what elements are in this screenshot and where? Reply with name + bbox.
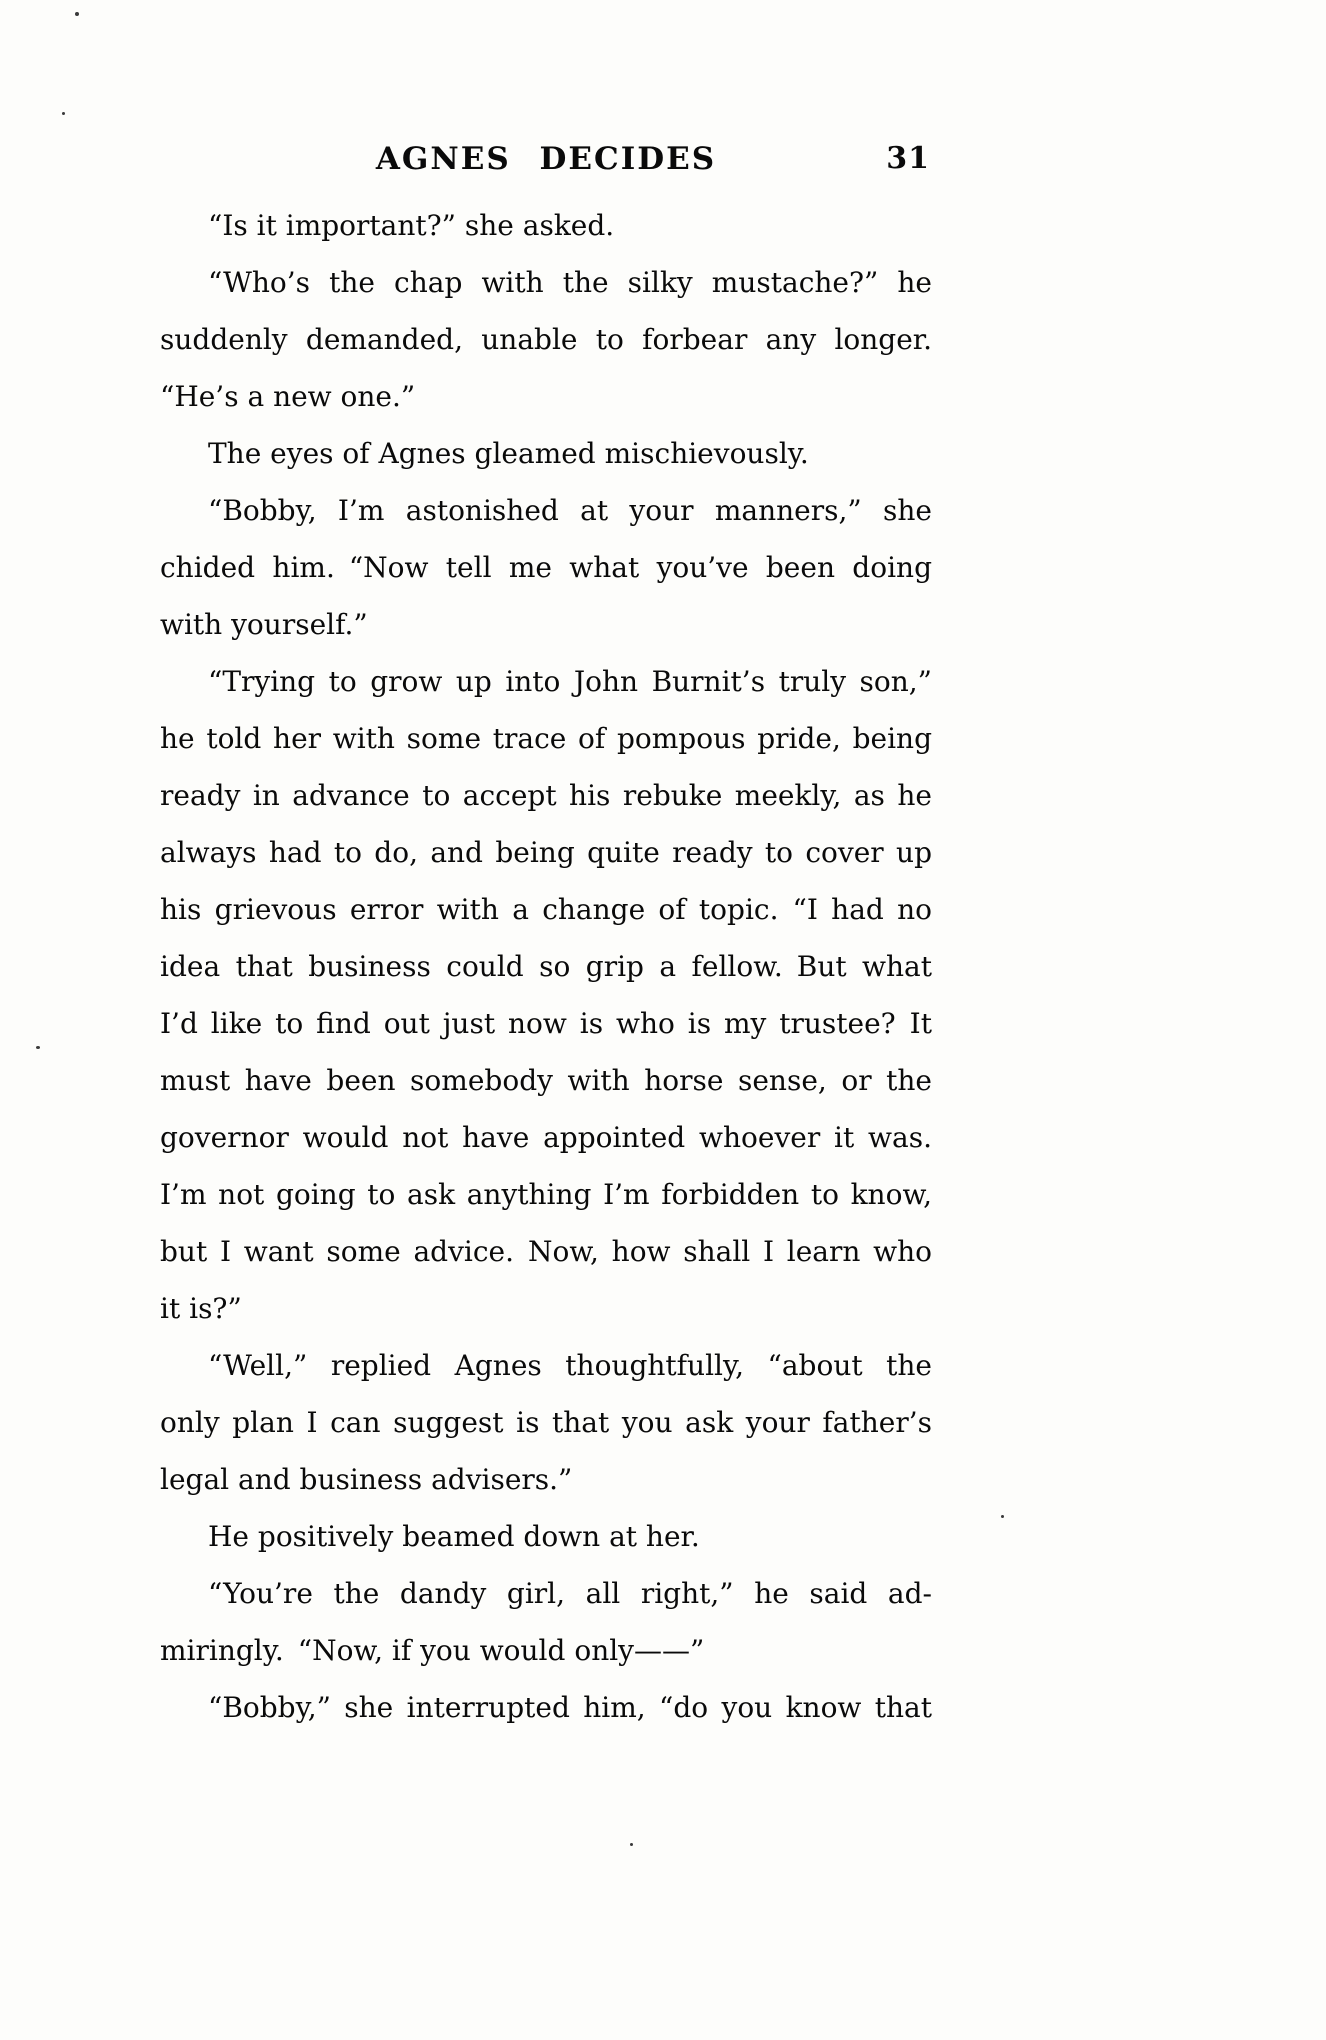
- text-line: “You’re the dandy girl, all right,” he said ad-: [208, 1577, 932, 1610]
- text-line: ready in advance to accept his rebuke meekly, as he: [160, 779, 932, 812]
- scan-speck: [36, 1046, 40, 1049]
- text-line: I’m not going to ask anything I’m forbidden to know,: [160, 1178, 932, 1211]
- text-column: [160, 140, 932, 1736]
- page-number: 31: [886, 141, 930, 176]
- text-line: he told her with some trace of pompous pride, being: [160, 722, 932, 755]
- text-line: “Is it important?” she asked.: [208, 209, 615, 242]
- text-line: idea that business could so grip a fellow. But what: [160, 950, 932, 983]
- text-line: chided him. “Now tell me what you’ve been doing: [160, 551, 932, 584]
- text-line: suddenly demanded, unable to forbear any longer.: [160, 323, 932, 356]
- text-line: only plan I can suggest is that you ask your father’s: [160, 1406, 932, 1439]
- text-line: with yourself.”: [160, 608, 368, 641]
- running-title: AGNES DECIDES: [375, 141, 717, 177]
- text-line: it is?”: [160, 1292, 242, 1325]
- text-line: “Bobby, I’m astonished at your manners,” she: [208, 494, 932, 527]
- text-line: He positively beamed down at her.: [208, 1520, 700, 1553]
- text-line: I’d like to find out just now is who is my trustee? It: [160, 1007, 932, 1040]
- running-header: [160, 140, 932, 178]
- text-line: miringly. “Now, if you would only——”: [160, 1634, 705, 1667]
- scan-speck: [75, 12, 79, 16]
- text-line: “Trying to grow up into John Burnit’s truly son,”: [208, 665, 932, 698]
- text-line: “He’s a new one.”: [160, 380, 416, 413]
- text-line: legal and business advisers.”: [160, 1463, 573, 1496]
- page-text: [160, 197, 932, 1736]
- text-line: but I want some advice. Now, how shall I learn who: [160, 1235, 932, 1268]
- text-line: The eyes of Agnes gleamed mischievously.: [208, 437, 809, 470]
- text-line: his grievous error with a change of topic. “I had no: [160, 893, 932, 926]
- text-line: “Well,” replied Agnes thoughtfully, “about the: [208, 1349, 932, 1382]
- scan-speck: [630, 1843, 633, 1846]
- text-line: “Bobby,” she interrupted him, “do you know that: [208, 1691, 932, 1724]
- scan-speck: [62, 112, 65, 115]
- text-line: always had to do, and being quite ready to cover up: [160, 836, 932, 869]
- text-line: “Who’s the chap with the silky mustache?” he: [208, 266, 932, 299]
- text-line: must have been somebody with horse sense, or the: [160, 1064, 932, 1097]
- scan-speck: [1001, 1515, 1004, 1518]
- text-line: governor would not have appointed whoever it was.: [160, 1121, 932, 1154]
